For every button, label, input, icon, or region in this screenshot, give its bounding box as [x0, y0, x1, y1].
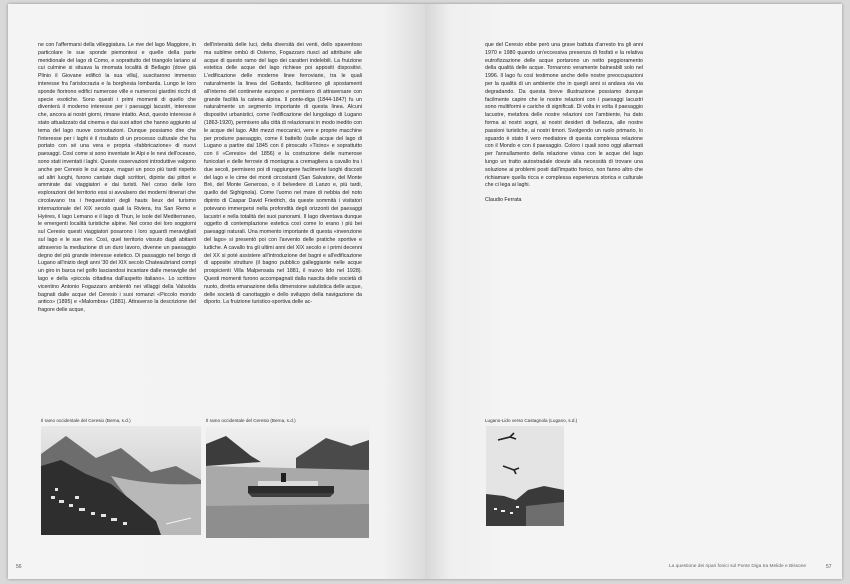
paragraph: que del Ceresio ebbe però una grave battuta d'arresto tra gli anni 1970 e 1980 quando un'eccessiva presenza di fosfati e la relativa eutrofizzazione delle acque portarono un netto peggioramento della qualità delle acque. Tornarono veramente balneabili solo nel 1996. Il lago fu così testimone anche delle nostre preoccupazioni per la qualità di un ambiente che in quegli anni si andava via via degradando. Da questa breve illustrazione possiamo dunque facilmente capire che le nostre relazioni con i paesaggi lacustri sono multiformi e cariche di significati. Di volta in volta il paesaggio lacustre, metafora delle nostre relazioni con l'ambiente, ha dato forma ai nostri sogni, ai nostri desideri di bellezza, alle nostre passioni turistiche, ai nostri timori. Svolgendo un ruolo primario, lo sguardo è stato il vero mediatore di questa complessa relazione con il Mondo e con il paesaggio. Coloro i quali sono oggi allarmati per l'annullamento della relazione visiva con le acque del lago lungo un tratto autostradale dovute alla necessità di trovare una soluzione ai problemi posti dall'impatto fonico, non fanno altro che richiamare quella ricca e complessa esperienza storica e culturale che ci lega ai laghi.	[485, 42, 643, 189]
paragraph: ne con l'affermarsi della villeggiatura. Le rive del lago Maggiore, in particolare le sue sponde piemontesi e quelle della parte meridionale del lago di Como, e soprattutto del triangolo lariano al cui culmine si situava la rinomata località di Bellagio (dove già Plinio il Giovane edificò la sua villa), suscitarono immenso interesse fra l'aristocrazia e la borghesia lombarda. Lungo le loro sponde fiorirono edifici numerose ville e numerosi giardini ricchi di specie esotiche. Sono questi i primi momenti di quello che diventerà il moderno interesse per i paesaggi lacustri, interesse che, ancora ai nostri giorni, rimane intatto. Anzi, questo interesse è stato attualizzato dal cinema e dai suoi attori che hanno aggiunto al tema del lago nuove connotazioni. Dunque possiamo dire che l'interesse per i laghi è il risultato di un processo culturale che ha portato con sé una vera e propria «fabbricazione» di nuovi paesaggi. Così come si sono inventate le Alpi e le nevi dell'oceano, sono stati inventati i laghi. Queste osservazioni introduttive valgono anche per Ceresio le cui acque, magari un poco più tardi rispetto ad altri luoghi, furono cantate dagli scrittori, dipinte dai pittori e ammirate dai viaggiatori e dai turisti. Nel corso delle loro esplorazioni del territorio essi si avvalsero dei moderni itinerari che circolavano tra i frequentatori degli hauts lieux del turismo internazionale del XIX secolo quali la Riviera, tra San Remo e Hyères, il lago Lemano e il lago di Thun, le isole del Mediterraneo, le emergenti località turistiche alpine. Nel corso dei loro soggiorni sul Ceresio questi viaggiatori posarono i loro sguardi meravigliati sul lago e le sue rive. Così, quel territorio vissuto dagli abitanti attraverso la mediazione di un duro lavoro, divenne un paesaggio degno del più grande interesse estetico. Di passaggio nel borgo di Lugano all'inizio degli anni '30 del XIX secolo Chateaubriand compì un giro in barca nel golfo lasciandosi incantare dalle meraviglie del lago e della «piccola cittadina dall'aspetto italiano». Lo scrittore vicentino Antonio Fogazzaro ambientò nei villaggi della Valsolda bagnati dalle acque del Ceresio i suoi romanzi «Piccolo mondo antico» (1895) e «Malombra» (1881). Attraverso la descrizione del fragore delle acque,	[38, 42, 196, 314]
photo-lake-steamer	[206, 426, 369, 538]
paragraph: dell'intensità delle luci, della diversità dei venti, dello spaventoso ma sublime ombù di Ostemo, Fogazzaro riuscì ad attribuire alle acque di questo ramo del lago dei caratteri indelebili. La fruizione estetica delle acque del lago richiese poi appositi dispositivi. L'edificazione delle moderne linee ferroviarie, tra le quali naturalmente la linea del Gottardo, facilitarono gli spostamenti all'interno del continente europeo e permisero di attraversare con grande facilità la catena alpina. Il ponte-diga (1844-1847) fu un naturalmente un segmento importante di questa linea. Alcuni dispositivi urbanistici, come l'edificazione del lungolago di Lugano (1863-1920), permisero alla città di relazionarsi in modo inedito con le acque del lago. Altri mezzi meccanici, vere e proprie macchine per produrre paesaggio, come il battello (sulle acque del lago di Lugano a partire dal 1845 con il piroscafo «Ticino» e soprattutto con il «Ceresio» del 1856) e la costruzione delle numerose funicolari e delle ferrovie di montagna a cremagliera a cavallo tra i due secoli, permisero poi di raggiungere facilmente luoghi discosti del lago e le cime dei monti circostanti (San Salvatore, del Monte Brè, del Monte Generoso, o il belvedere di Lanzo e, più tardi, quello del Sighignola). Come l'uomo nel mare di nebbia del noto dipinto di Caspar David Friedrich, da queste sommità i visitatori potevano immergersi nella profondità degli orizzonti dei paesaggi lacustri e nella totalità dei suoi panorami. Il lago diventava dunque oggetto di contemplazione estetica così come lo erano i più bei paesaggi naturali. Una momento importante di questa «invenzione del lago» si presentò poi con l'avvento delle pratiche sportive e ludiche. A cavallo tra gli ultimi anni del XIX secolo e i primi decenni del XX si poté assistere all'introduzione dei bagni e all'edificazione di apposite strutture (il bagno pubblico galleggiante nelle acque prospicienti Villa Malpensata nel 1881, il nuovo lido nel 1928). Questi momenti furono accompagnati dalla nascita delle società di nuoto, diretta emanazione della dimensione salutistica delle acque, delle società di canottaggio e dello sviluppo della navigazione da diporto. La fruizione turistico-sportiva delle ac-	[204, 42, 362, 306]
photo-caption-1: Il ramo occidentale del Ceresio (Berna, s.d.)	[41, 418, 131, 423]
photo-caption-2: Il ramo occidentale del Ceresio (Berna, s.d.)	[206, 418, 296, 423]
book-spread	[8, 4, 842, 579]
text-column-1	[38, 42, 196, 315]
photo-lake-town-image	[41, 426, 201, 535]
page-number: 57	[826, 564, 832, 570]
left-page	[8, 4, 425, 579]
photo-divers	[486, 426, 564, 526]
author-signature: Claudio Ferrata	[485, 197, 522, 204]
photo-lake-town	[41, 426, 201, 535]
text-column-2	[204, 42, 362, 307]
photo-lake-steamer-image	[206, 426, 369, 538]
right-page	[425, 4, 842, 579]
running-head: La questione dei ripari fonici sul Ponte Diga tra Melide e Bissone	[669, 564, 807, 569]
text-column-3	[485, 42, 643, 205]
page-number: 56	[16, 564, 22, 570]
photo-caption-3: Lugano-Lido verso Castagnola (Lugano, s.d.)	[485, 418, 578, 423]
photo-divers-image	[486, 426, 564, 526]
